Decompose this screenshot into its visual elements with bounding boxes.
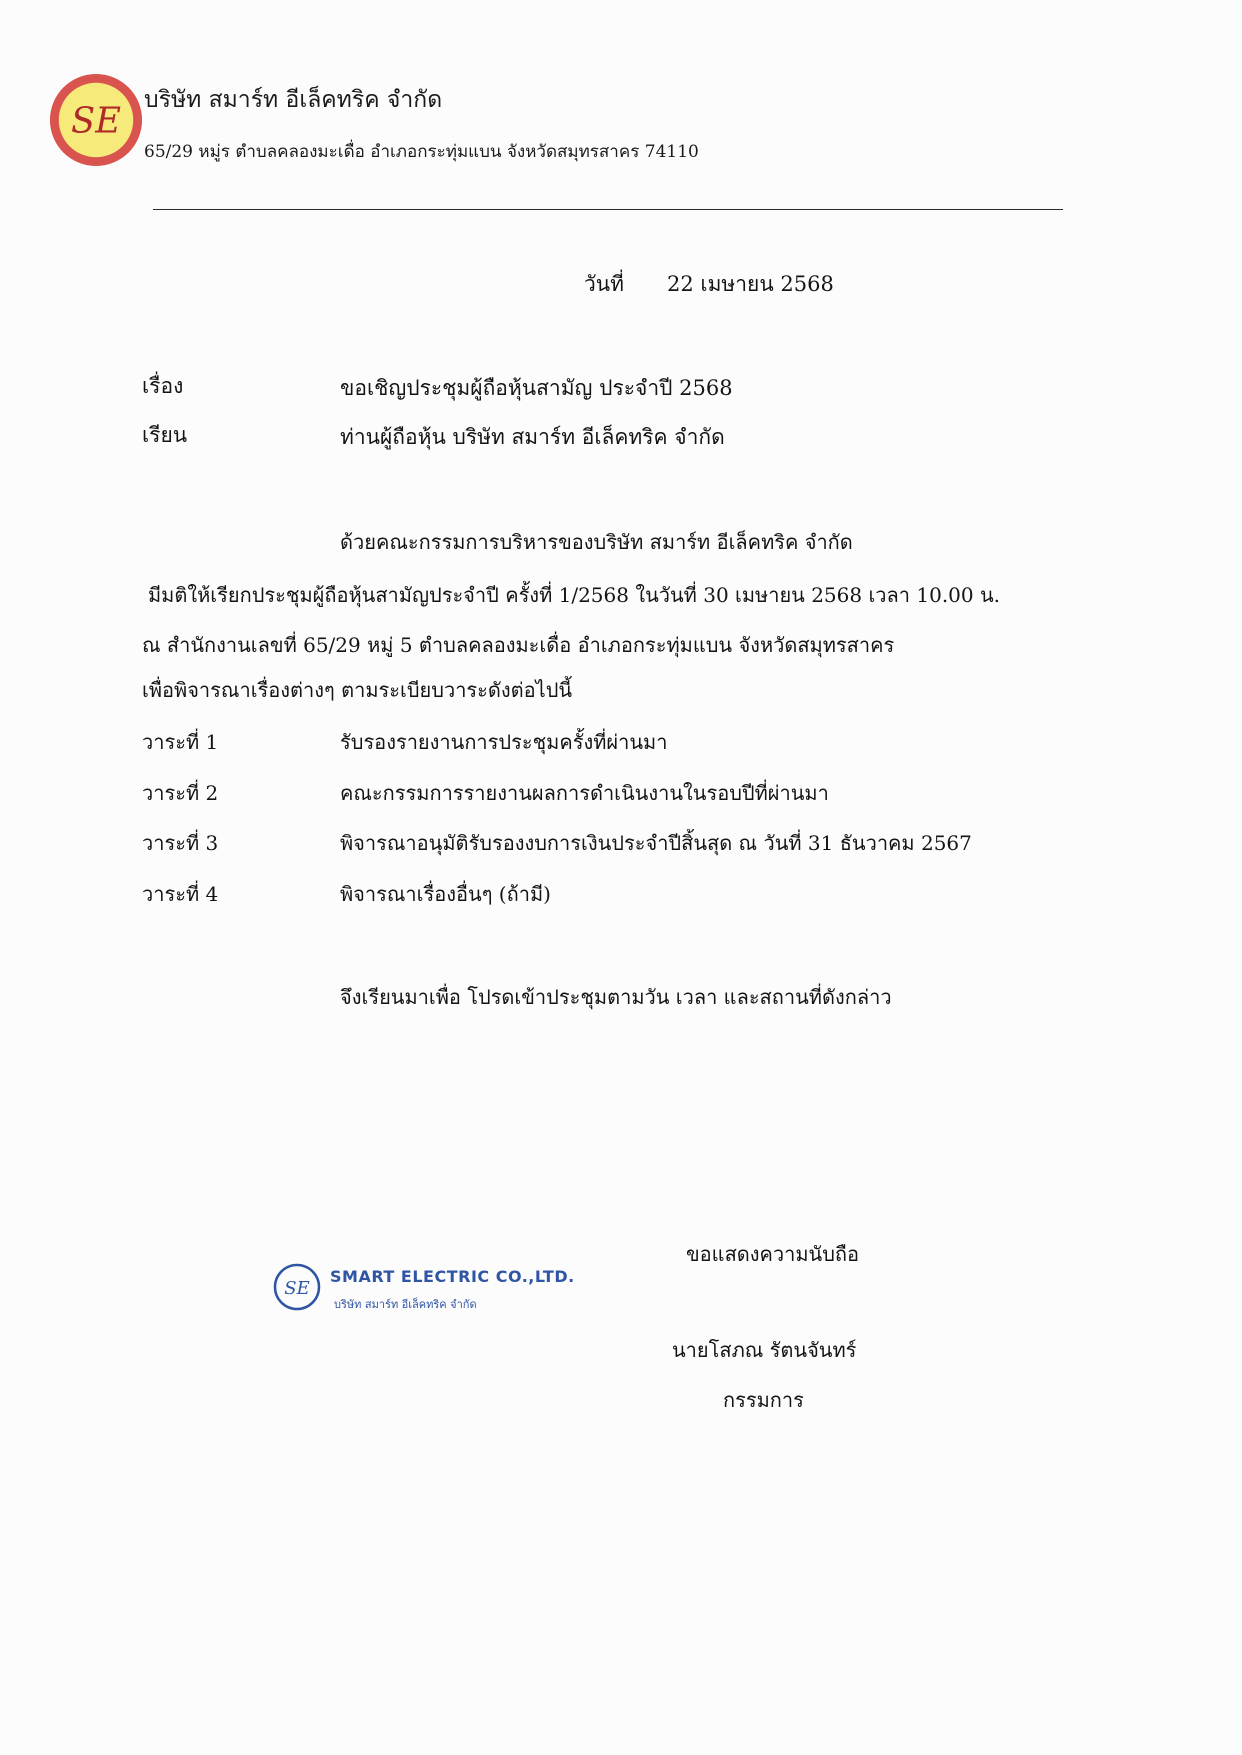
signer-title: กรรมการ <box>723 1388 804 1412</box>
regards-text: ขอแสดงความนับถือ <box>686 1242 860 1266</box>
body-line-1: ด้วยคณะกรรมการบริหารของบริษัท สมาร์ท อีเล็คทริค จำกัด <box>340 530 853 554</box>
logo-text: SE <box>71 100 121 142</box>
company-logo <box>47 71 145 169</box>
recipient-label: เรียน <box>142 423 188 447</box>
header-divider <box>153 209 1063 210</box>
body-line-3: ณ สำนักงานเลขที่ 65/29 หมู่ 5 ตำบลคลองมะเดื่อ อำเภอกระทุ่มแบน จังหวัดสมุทรสาคร <box>142 633 895 657</box>
stamp-logo-text: SE <box>284 1278 310 1299</box>
company-address: 65/29 หมู่ร ตำบลคลองมะเดื่อ อำเภอกระทุ่มแบน จังหวัดสมุทรสาคร 74110 <box>144 142 699 162</box>
body-line-2: มีมติให้เรียกประชุมผู้ถือหุ้นสามัญประจำปี ครั้งที่ 1/2568 ในวันที่ 30 เมษายน 2568 เวลา 10.00 น. <box>148 583 1001 607</box>
agenda-text-3: พิจารณาอนุมัติรับรองงบการเงินประจำปีสิ้นสุด ณ วันที่ 31 ธันวาคม 2567 <box>340 831 972 855</box>
agenda-label-3: วาระที่ 3 <box>142 831 219 855</box>
signer-name: นายโสภณ รัตนจันทร์ <box>672 1338 857 1362</box>
closing-paragraph: จึงเรียนมาเพื่อ โปรดเข้าประชุมตามวัน เวลา และสถานที่ดังกล่าว <box>340 985 892 1009</box>
company-stamp-icon <box>272 1262 322 1312</box>
agenda-label-2: วาระที่ 2 <box>142 781 219 805</box>
agenda-label-4: วาระที่ 4 <box>142 882 219 906</box>
stamp-name-th: บริษัท สมาร์ท อีเล็คทริค จำกัด <box>334 1298 477 1311</box>
agenda-text-2: คณะกรรมการรายงานผลการดำเนินงานในรอบปีที่ผ่านมา <box>340 781 829 805</box>
stamp-name-en: SMART ELECTRIC CO.,LTD. <box>330 1267 575 1286</box>
company-name: บริษัท สมาร์ท อีเล็คทริค จำกัด <box>144 87 443 113</box>
date-label: วันที่ <box>584 272 624 296</box>
date-value: 22 เมษายน 2568 <box>667 272 834 296</box>
subject-label: เรื่อง <box>142 374 184 398</box>
agenda-text-4: พิจารณาเรื่องอื่นๆ (ถ้ามี) <box>340 882 551 906</box>
recipient-text: ท่านผู้ถือหุ้น บริษัท สมาร์ท อีเล็คทริค จำกัด <box>340 425 725 449</box>
body-line-4: เพื่อพิจารณาเรื่องต่างๆ ตามระเบียบวาระดังต่อไปนี้ <box>142 678 573 702</box>
subject-text: ขอเชิญประชุมผู้ถือหุ้นสามัญ ประจำปี 2568 <box>340 376 733 400</box>
agenda-label-1: วาระที่ 1 <box>142 730 219 754</box>
agenda-text-1: รับรองรายงานการประชุมครั้งที่ผ่านมา <box>340 730 668 754</box>
